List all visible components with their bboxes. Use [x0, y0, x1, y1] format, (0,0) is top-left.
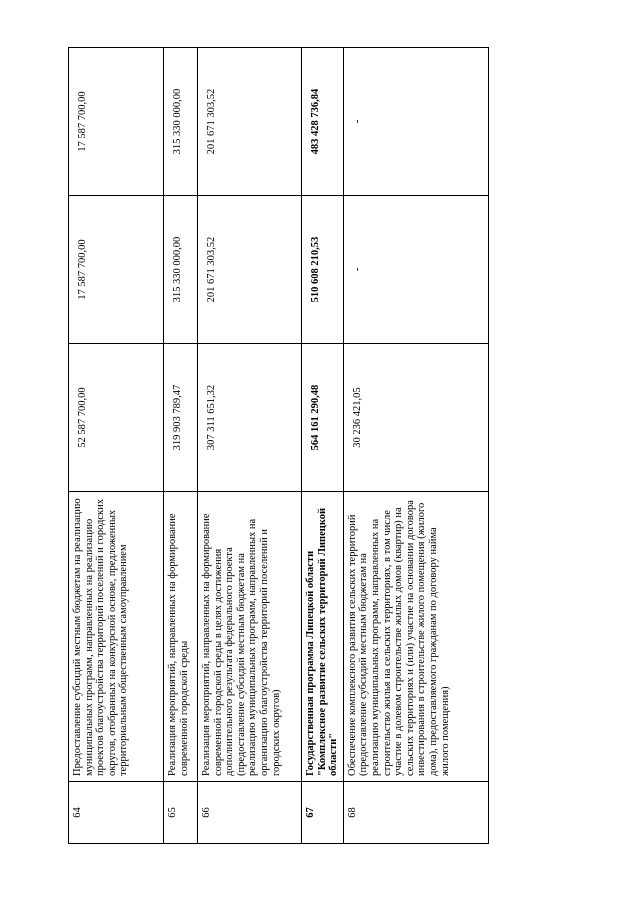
- row-number: 67: [302, 782, 344, 844]
- value-col-3: -: [343, 48, 488, 196]
- value-col-2: 315 330 000,00: [164, 196, 198, 344]
- budget-table: [68, 47, 489, 844]
- value-col-1: 30 236 421,05: [343, 344, 488, 492]
- value-col-3: 483 428 736,84: [302, 48, 344, 196]
- row-description: Реализация мероприятий, направленных на формирование современной городской среды в целях достижения дополнительного результата федерального проекта (предоставление субсидий местным бюджетам на реализацию муниципальных программ, направленных на организацию благоустройства территорий поселений и городских округов): [198, 492, 302, 782]
- table-row: [198, 48, 302, 844]
- row-number: 65: [164, 782, 198, 844]
- row-description: Предоставление субсидий местным бюджетам на реализацию муниципальных программ, направленных на реализацию проектов благоустройства территорий поселений и городских округов, отобранных на конкурсной основе, предложенных территориальным общественным самоуправлением: [69, 492, 164, 782]
- row-description: Реализация мероприятий, направленных на формирование современной городской среды: [164, 492, 198, 782]
- rotated-page: [68, 48, 486, 844]
- value-col-1: 564 161 290,48: [302, 344, 344, 492]
- value-col-3: 17 587 700,00: [69, 48, 164, 196]
- table-row: [302, 48, 344, 844]
- value-col-2: -: [343, 196, 488, 344]
- row-number: 66: [198, 782, 302, 844]
- row-description: Государственная программа Липецкой области "Комплексное развитие сельских территорий Липецкой области": [302, 492, 344, 782]
- value-col-2: 510 608 210,53: [302, 196, 344, 344]
- value-col-3: 315 330 000,00: [164, 48, 198, 196]
- table-row: [69, 48, 164, 844]
- value-col-2: 17 587 700,00: [69, 196, 164, 344]
- row-description: Обеспечение комплексного развития сельских территорий (предоставление субсидий местным бюджетам на реализацию муниципальных программ, направленных на строительство жилья на сельских территориях, в том числе участие в долевом строительстве жилых домов (квартир) на сельских территориях и (или) участие на основании договора инвестирования в строительстве жилого помещения (жилого дома), предоставляемого гражданам по договору найма жилого помещения): [343, 492, 488, 782]
- value-col-2: 201 671 303,52: [198, 196, 302, 344]
- table-row: [343, 48, 488, 844]
- table-row: [164, 48, 198, 844]
- value-col-1: 52 587 700,00: [69, 344, 164, 492]
- value-col-1: 307 311 651,32: [198, 344, 302, 492]
- row-number: 68: [343, 782, 488, 844]
- value-col-3: 201 671 303,52: [198, 48, 302, 196]
- value-col-1: 319 903 789,47: [164, 344, 198, 492]
- row-number: 64: [69, 782, 164, 844]
